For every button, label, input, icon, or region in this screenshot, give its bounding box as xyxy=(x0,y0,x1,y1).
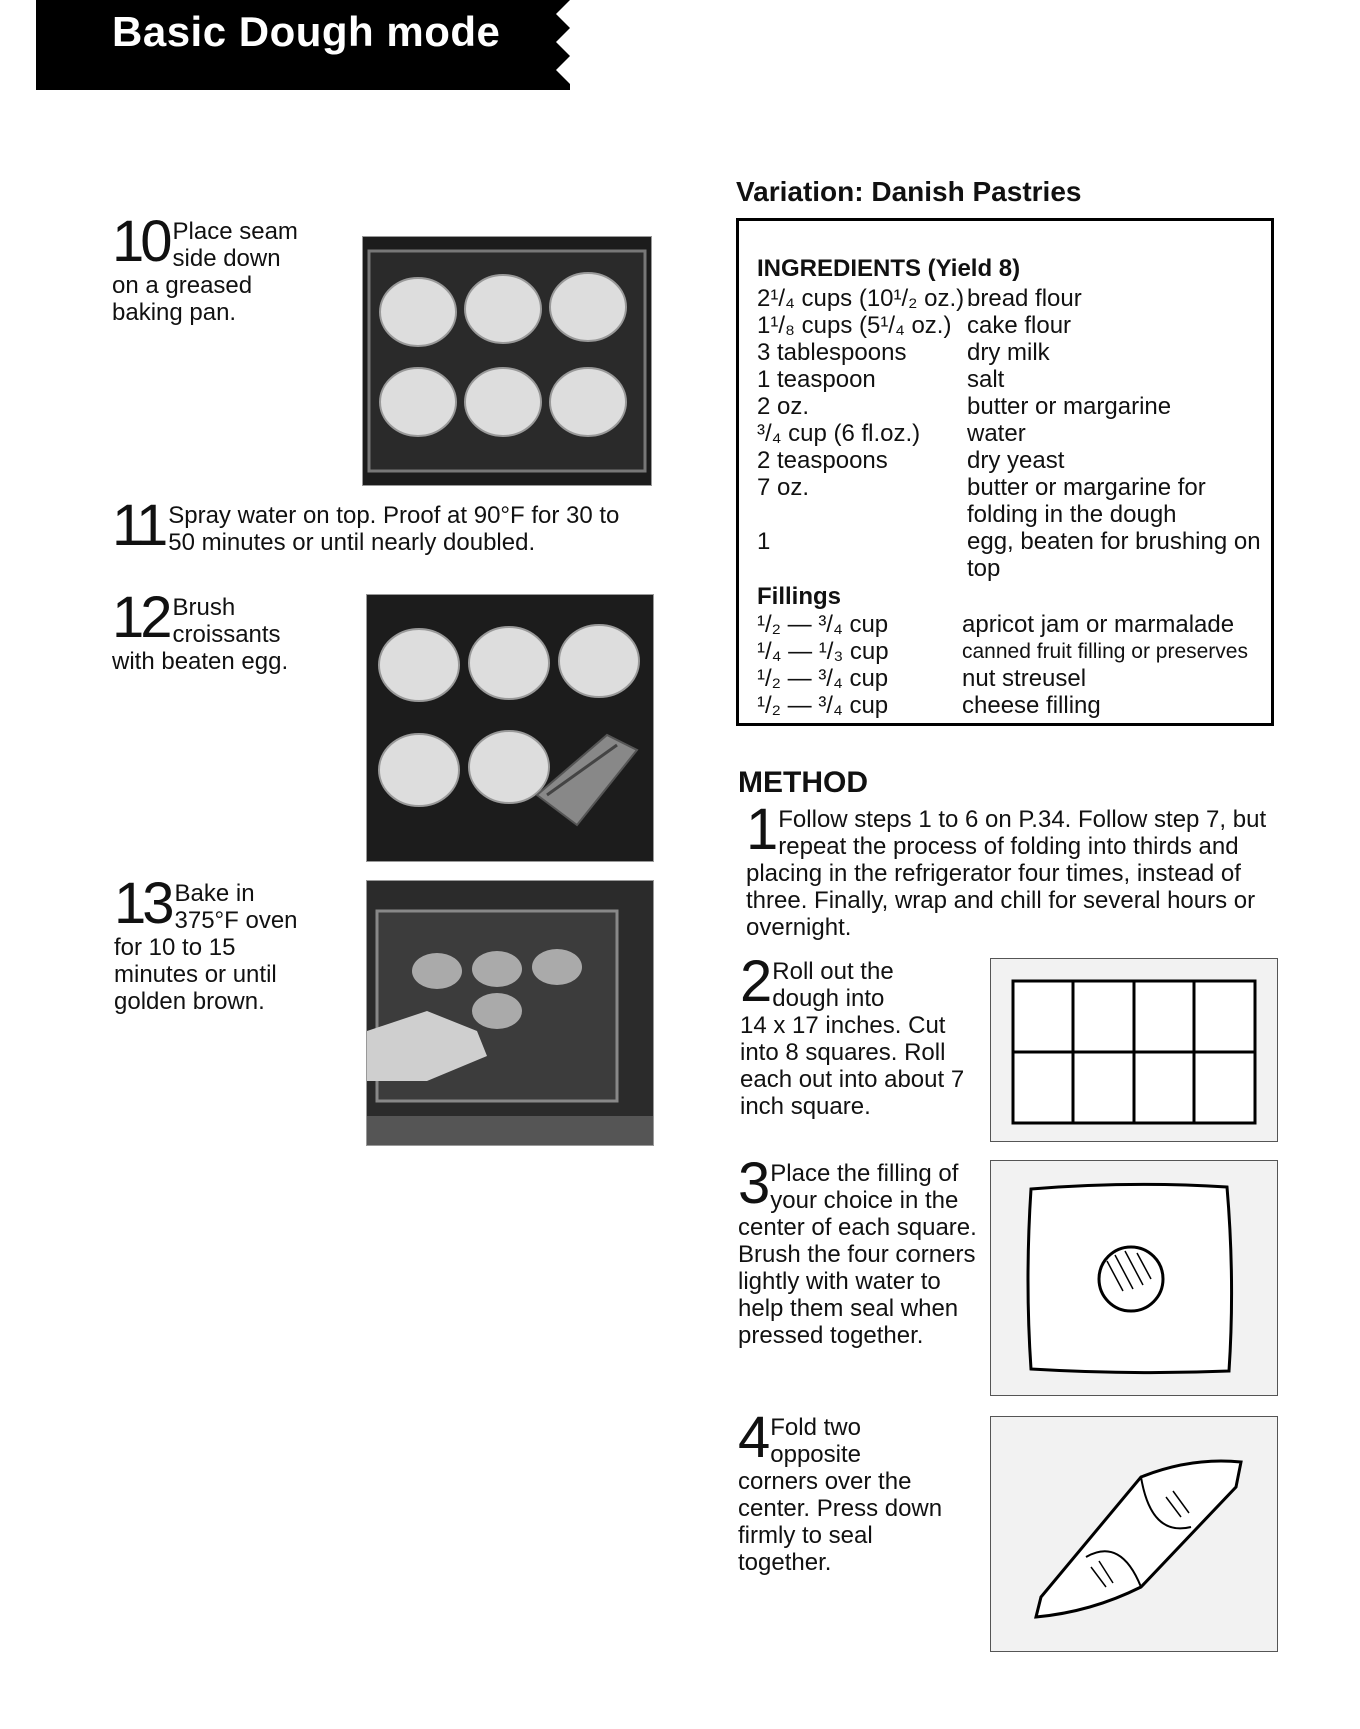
step-number: 11 xyxy=(112,493,165,558)
illustration-fold-corners xyxy=(990,1416,1278,1652)
step-number: 2 xyxy=(740,949,769,1014)
step-text: Spray water on top. Proof at 90°F for 30 to 50 minutes or until nearly doubled. xyxy=(168,502,620,556)
step-11 xyxy=(112,493,652,558)
ingredient-item: cake flour xyxy=(967,312,1072,339)
ingredient-item: butter or margarine for folding in the dough xyxy=(967,474,1206,528)
step-10 xyxy=(112,209,322,326)
photo-oven-baking xyxy=(366,880,654,1146)
filling-item: nut streusel xyxy=(962,665,1087,692)
ingredients-heading: INGREDIENTS (Yield 8) xyxy=(757,255,1021,282)
ingredient-item: bread flour xyxy=(967,285,1082,312)
filling-qty: ¹/₂ — ³/₄ cup xyxy=(757,692,889,719)
step-line: Bake in xyxy=(174,880,255,907)
step-text: Follow steps 1 to 6 on P.34. Follow step 7, but repeat the process of folding into thirds and placing in the refrigerator four times, instead of three. Finally, wrap and chill for several hours or overnight. xyxy=(746,806,1267,941)
step-line: Fold two xyxy=(770,1414,861,1441)
step-number: 10 xyxy=(112,209,169,274)
filling-item: apricot jam or marmalade xyxy=(962,611,1235,638)
step-number: 1 xyxy=(746,797,775,862)
ingredient-qty: 2¹/₄ cups (10¹/₂ oz.) xyxy=(757,285,965,312)
step-line: your choice in the xyxy=(770,1187,959,1214)
step-line: croissants xyxy=(172,621,281,648)
ingredient-qty: 1 xyxy=(757,528,771,555)
ingredients-box xyxy=(736,218,1274,726)
filling-qty: ¹/₂ — ³/₄ cup xyxy=(757,665,889,692)
filling-qty: ¹/₂ — ³/₄ cup xyxy=(757,611,889,638)
step-text: 14 x 17 inches. Cut into 8 squares. Roll each out into about 7 inch square. xyxy=(740,1012,965,1120)
step-line: Place the filling of xyxy=(770,1160,959,1187)
method-step-1 xyxy=(746,797,1276,941)
step-line: Place seam xyxy=(172,218,298,245)
ingredient-qty: ³/₄ cup (6 fl.oz.) xyxy=(757,420,921,447)
ingredient-item: salt xyxy=(967,366,1005,393)
ingredient-item: water xyxy=(967,420,1026,447)
step-line: Brush xyxy=(172,594,236,621)
step-line: dough into xyxy=(772,985,885,1012)
step-number: 4 xyxy=(738,1405,767,1470)
step-text: center of each square. Brush the four corners lightly with water to help them seal when pressed together. xyxy=(738,1214,977,1349)
section-banner xyxy=(36,0,576,90)
ingredient-qty: 2 teaspoons xyxy=(757,447,888,474)
ingredient-qty: 3 tablespoons xyxy=(757,339,907,366)
filling-item: canned fruit filling or preserves xyxy=(962,640,1248,663)
photo-croissants-on-pan xyxy=(362,236,652,486)
step-text: for 10 to 15 minutes or until golden brown. xyxy=(114,934,277,1015)
ingredient-qty: 1 teaspoon xyxy=(757,366,876,393)
method-step-2 xyxy=(740,949,980,1120)
photo-brushing-croissants xyxy=(366,594,654,862)
filling-qty: ¹/₄ — ¹/₃ cup xyxy=(757,638,889,665)
method-step-3 xyxy=(738,1151,988,1349)
step-line: opposite xyxy=(770,1441,862,1468)
ingredient-qty: 2 oz. xyxy=(757,393,810,420)
step-12 xyxy=(112,585,322,675)
filling-item: cheese filling xyxy=(962,692,1101,719)
ingredient-item: dry milk xyxy=(967,339,1050,366)
page-title: Basic Dough mode xyxy=(112,8,501,55)
step-number: 3 xyxy=(738,1151,767,1216)
variation-title: Variation: Danish Pastries xyxy=(736,176,1082,207)
step-text: on a greased baking pan. xyxy=(112,272,253,326)
step-line: Roll out the xyxy=(772,958,894,985)
step-number: 13 xyxy=(114,871,171,936)
step-13 xyxy=(114,871,324,1015)
step-number: 12 xyxy=(112,585,169,650)
step-text: with beaten egg. xyxy=(112,648,289,675)
ingredient-qty: 7 oz. xyxy=(757,474,810,501)
illustration-filling-center xyxy=(990,1160,1278,1396)
ingredient-qty: 1¹/₈ cups (5¹/₄ oz.) xyxy=(757,312,952,339)
fillings-heading: Fillings xyxy=(757,583,841,610)
step-line: 375°F oven xyxy=(174,907,298,934)
ingredient-item: egg, beaten for brushing on top xyxy=(967,528,1261,582)
ingredient-item: butter or margarine xyxy=(967,393,1172,420)
method-step-4 xyxy=(738,1405,948,1576)
step-text: corners over the center. Press down firmly to seal together. xyxy=(738,1468,943,1576)
illustration-dough-grid xyxy=(990,958,1278,1142)
method-title: METHOD xyxy=(738,766,868,799)
ingredient-item: dry yeast xyxy=(967,447,1065,474)
step-line: side down xyxy=(172,245,281,272)
